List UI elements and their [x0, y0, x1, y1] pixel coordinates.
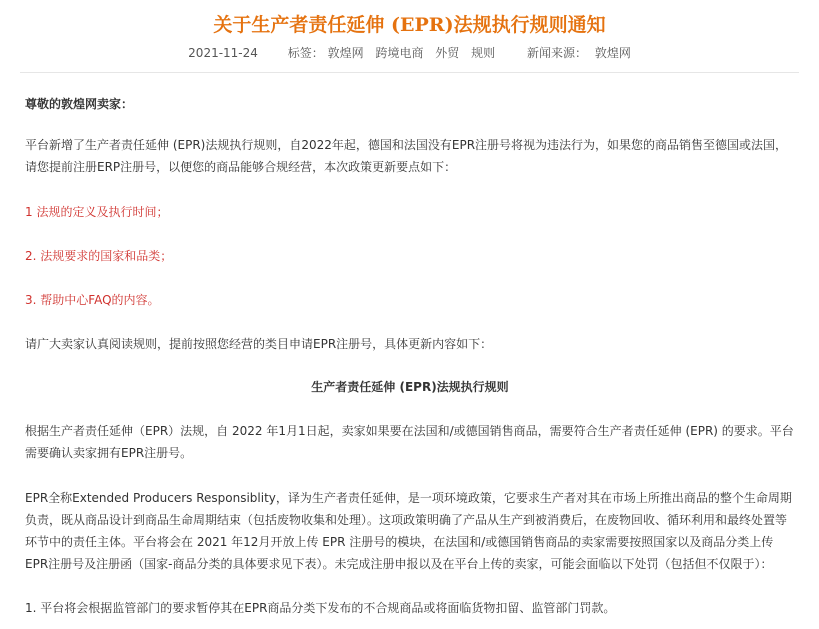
tags-label: 标签： — [287, 46, 324, 60]
tag-link[interactable]: 规则 — [471, 46, 496, 60]
rule-paragraph: 根据生产者责任延伸（EPR）法规，自 2022 年1月1日起，卖家如果要在法国和/或德国销售商品，需要符合生产者责任延伸 (EPR) 的要求。平台需要确认卖家拥有EPR注册号。 — [25, 424, 794, 460]
point-item: 2. 法规要求的国家和品类； — [25, 249, 173, 263]
notice-paragraph: 请广大卖家认真阅读规则，提前按照您经营的类目申请EPR注册号，具体更新内容如下： — [25, 337, 493, 351]
point-item: 3. 帮助中心FAQ的内容。 — [25, 293, 160, 307]
article-date: 2021-11-24 — [188, 46, 258, 60]
section-title: 生产者责任延伸 (EPR)法规执行规则 — [311, 380, 509, 394]
header-divider — [20, 72, 799, 73]
intro-paragraph: 平台新增了生产者责任延伸 (EPR)法规执行规则，自2022年起，德国和法国没有EPR注册号将视为违法行为，如果您的商品销售至德国或法国，请您提前注册ERP注册号，以便您的商品能够合规经营，本次政策更新要点如下： — [25, 138, 788, 174]
greeting: 尊敬的敦煌网卖家： — [25, 97, 134, 111]
source-value: 敦煌网 — [594, 46, 631, 60]
point-item: 1 法规的定义及执行时间； — [25, 205, 169, 219]
article-title: 关于生产者责任延伸 (EPR)法规执行规则通知 — [213, 14, 606, 36]
source-label: 新闻来源： — [526, 46, 587, 60]
article-meta — [0, 44, 819, 61]
tag-link[interactable]: 敦煌网 — [327, 46, 364, 60]
definition-paragraph: EPR全称Extended Producers Responsiblity，译为生产者责任延伸，是一项环境政策，它要求生产者对其在市场上所推出商品的整个生命周期负责，既从商品设计到商品生命周期结束（包括废物收集和处理）。这项政策明确了产品从生产到被消费后，在废物回收、循环利用和最终处置等环节中的责任主体。平台将会在 2021 年12月开放上传 EPR 注册号的模块，在法国和/或德国销售商品的卖家需要按照国家以及商品分类上传EPR注册号及注册函（国家-商品分类的具体要求见下表）。未完成注册申报以及在平台上传的卖家，可能会面临以下处罚（包括但不仅限于）： — [25, 491, 792, 571]
penalty-item: 1. 平台将会根据监管部门的要求暂停其在EPR商品分类下发布的不合规商品或将面临货物扣留、监管部门罚款。 — [25, 601, 616, 615]
tag-link[interactable]: 跨境电商 — [375, 46, 424, 60]
tag-link[interactable]: 外贸 — [435, 46, 460, 60]
